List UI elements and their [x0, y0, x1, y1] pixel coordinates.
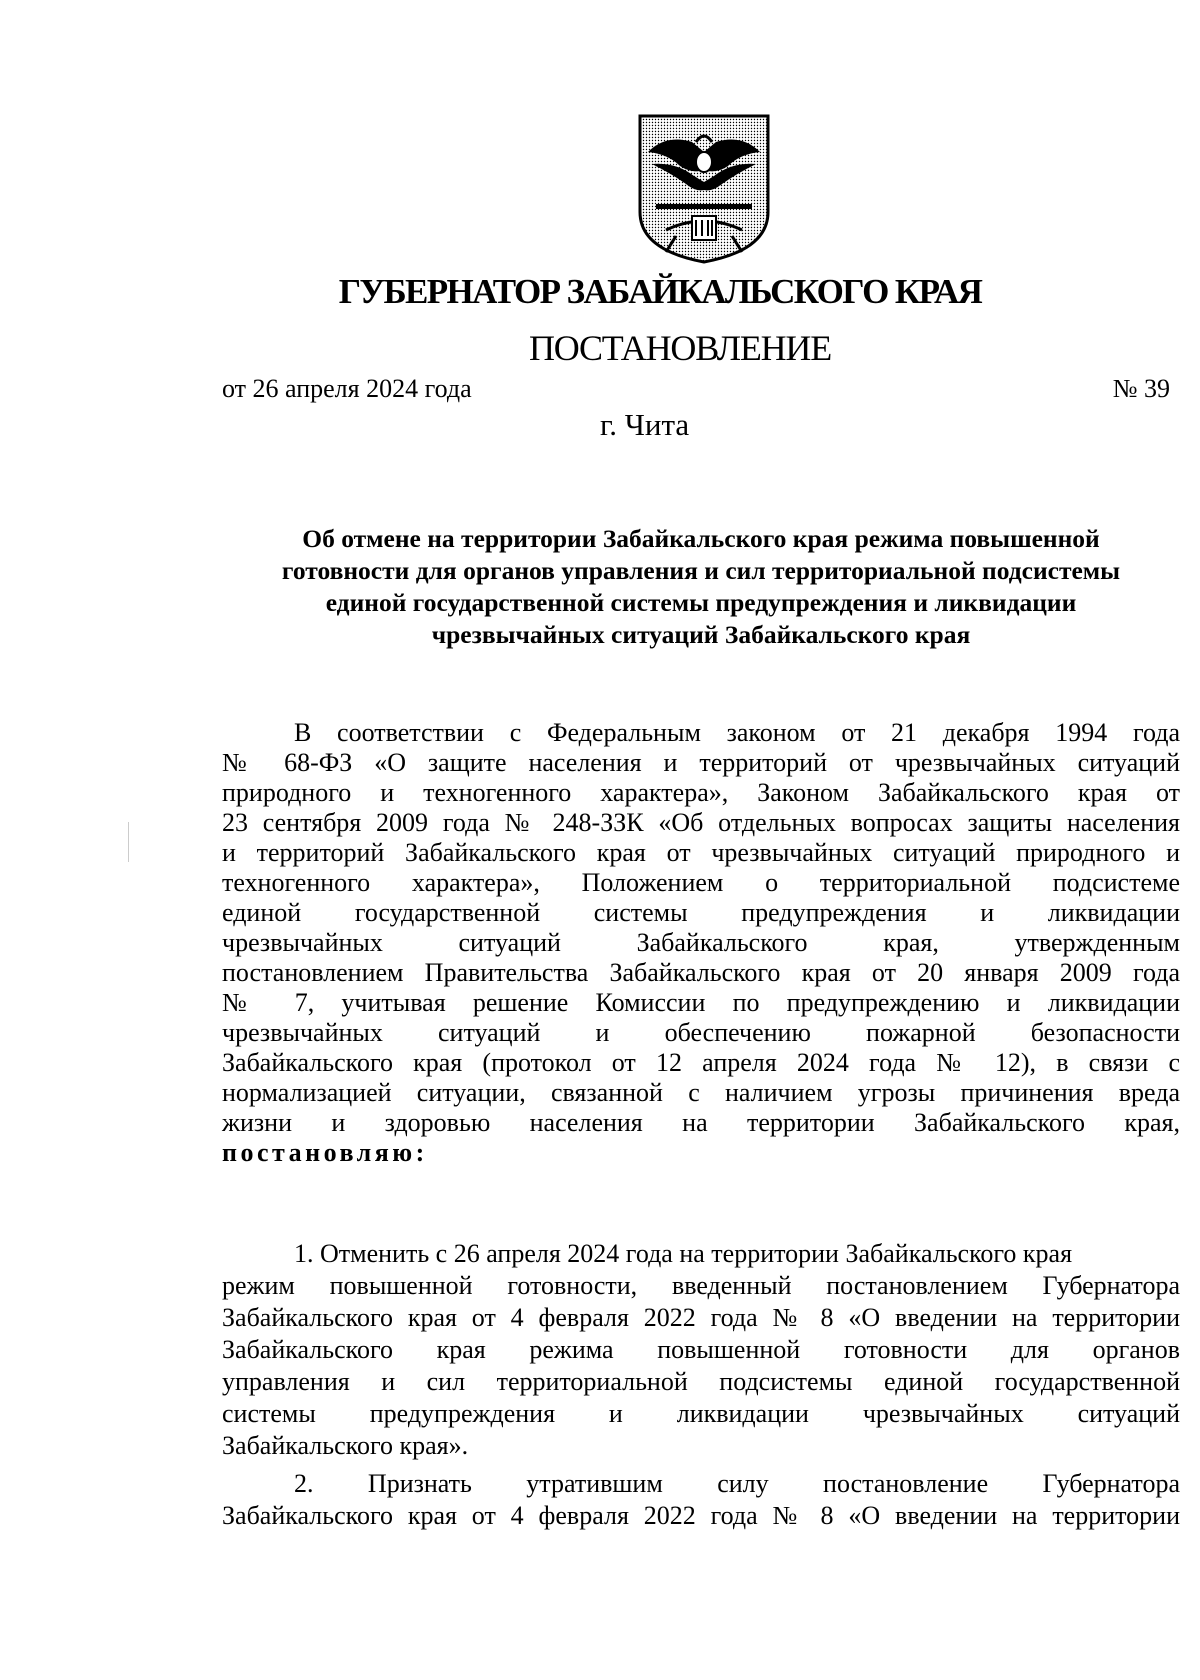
text-line: Забайкальского края от 4 февраля 2022 года № 8 «О введении на территории [222, 1303, 1180, 1332]
text-line: управления и сил территориальной подсистемы единой государственной [222, 1367, 1180, 1396]
scan-edge-mark [128, 822, 129, 862]
zabaikalsky-krai-coat-of-arms-icon [636, 112, 772, 264]
text-line: Забайкальского края (протокол от 12 апреля 2024 года № 12), в связи с [222, 1048, 1180, 1077]
text-line: В соответствии с Федеральным законом от 21 декабря 1994 года [294, 718, 1180, 747]
text-line: Забайкальского края режима повышенной готовности для органов [222, 1335, 1180, 1364]
preamble-paragraph [222, 718, 1180, 1168]
issuer-title: ГУБЕРНАТОР ЗАБАЙКАЛЬСКОГО КРАЯ [338, 272, 982, 311]
document-date: от 26 апреля 2024 года [222, 374, 472, 403]
document-city: г. Чита [600, 407, 690, 442]
text-line: 1. Отменить с 26 апреля 2024 года на территории Забайкальского края [294, 1239, 1073, 1268]
item-1-paragraph [222, 1238, 1180, 1462]
subject-line: чрезвычайных ситуаций Забайкальского края [431, 620, 971, 649]
document-number: № 39 [1112, 374, 1170, 403]
text-line: нормализацией ситуации, связанной с наличием угрозы причинения вреда [222, 1078, 1180, 1107]
text-line: техногенного характера», Положением о территориальной подсистеме [222, 868, 1180, 897]
text-line: природного и техногенного характера», Законом Забайкальского края от [222, 778, 1180, 807]
document-subject [222, 523, 1180, 651]
subject-line: готовности для органов управления и сил территориальной подсистемы [281, 556, 1121, 585]
text-line: № 68-ФЗ «О защите населения и территорий от чрезвычайных ситуаций [222, 748, 1180, 777]
text-line: чрезвычайных ситуаций Забайкальского края, утвержденным [222, 928, 1180, 957]
text-line: 2. Признать утратившим силу постановление Губернатора [294, 1469, 1180, 1498]
text-line: Забайкальского края». [222, 1431, 469, 1460]
text-line: № 7, учитывая решение Комиссии по предупреждению и ликвидации [222, 988, 1180, 1017]
text-line: 23 сентября 2009 года № 248-ЗЗК «Об отдельных вопросах защиты населения [222, 808, 1180, 837]
text-line: чрезвычайных ситуаций и обеспечению пожарной безопасности [222, 1018, 1180, 1047]
subject-line: Об отмене на территории Забайкальского края режима повышенной [302, 524, 1100, 553]
text-line: постановлением Правительства Забайкальского края от 20 января 2009 года [222, 958, 1180, 987]
subject-line: единой государственной системы предупреждения и ликвидации [325, 588, 1077, 617]
item-2-paragraph [222, 1468, 1180, 1532]
text-line: единой государственной системы предупреждения и ликвидации [222, 898, 1180, 927]
text-line: и территорий Забайкальского края от чрезвычайных ситуаций природного и [222, 838, 1180, 867]
text-line: жизни и здоровью населения на территории Забайкальского края, [222, 1108, 1180, 1137]
text-line: режим повышенной готовности, введенный постановлением Губернатора [222, 1271, 1180, 1300]
text-line: системы предупреждения и ликвидации чрезвычайных ситуаций [222, 1399, 1180, 1428]
document-type: ПОСТАНОВЛЕНИЕ [528, 328, 832, 368]
resolve-word: постановляю: [222, 1138, 428, 1167]
text-line: Забайкальского края от 4 февраля 2022 года № 8 «О введении на территории [222, 1501, 1180, 1530]
